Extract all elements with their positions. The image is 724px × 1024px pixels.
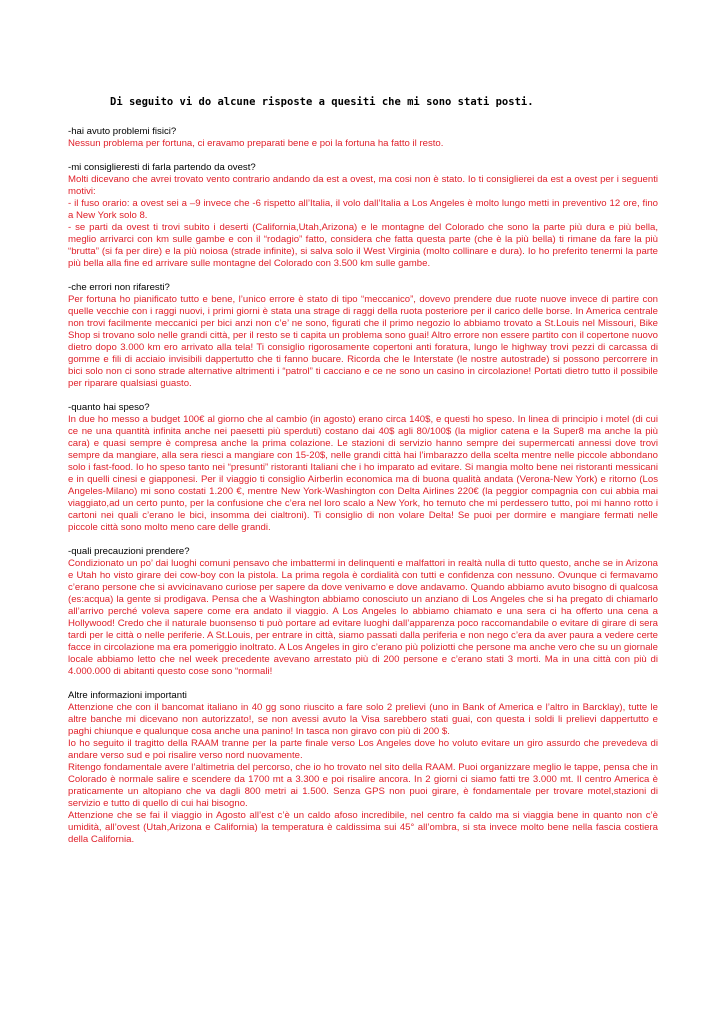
- answer-block: [68, 174, 658, 270]
- answer-paragraph: Condizionato un po’ dai luoghi comuni pensavo che imbattermi in delinquenti e malfattori in realtà nulla di tutto questo, anche se in Arizona e Utah ho visto girare dei cow-boy con la pistola. La prima regola è cordialità con tutti e confidenza con nessuno. Ovunque ci fermavamo c’erano persone che si avvicinavano curiose per sapere da dove venivamo e dove andavamo. Quando abbiamo avuto bisogno di qualcosa (es:acqua) la gente si prodigava. Pensa che a Washington abbiamo conosciuto un anziano di Los Angeles che si ha pregato di chiamarlo all’arrivo perché voleva sapere come era andato il viaggio. A Los Angeles lo abbiamo chiamato e una sera ci ha offerto una cena a Hollywood! Credo che il naturale buonsenso ti può portare ad evitare luoghi dall’apparenza poco raccomandabile o evitare di girare di sera tardi per le città o nelle periferie. A St.Louis, per entrare in città, siamo passati dalla periferia e non nego c’era da aver paura a vedere certe facce in circolazione ma era pomeriggio inoltrato. A Los Angeles in giro c’erano più poliziotti che persone ma anche vero che su un giornale locale abbiamo letto che nel week precedente avevano arrestato più di 200 persone e c’erano stati 3 morti. Ma in una città con più di 4.000.000 di abitanti questo cose sono “normali!: [68, 558, 658, 677]
- answer-paragraph: Molti dicevano che avrei trovato vento contrario andando da est a ovest, ma cosi non è stato. Io ti consiglierei da est a ovest per i seguenti motivi:: [68, 174, 658, 197]
- answer-paragraph: Io ho seguito il tragitto della RAAM tranne per la parte finale verso Los Angeles dove ho voluto evitare un giro assurdo che prevedeva di andare verso sud e poi risalire verso nord nuovamente.: [68, 738, 658, 761]
- answer-paragraph: Attenzione che se fai il viaggio in Agosto all’est c’è un caldo afoso incredibile, nel centro fa caldo ma si viaggia bene in quanto non c’è umidità, all’ovest (Utah,Arizona e California) la temperatura è caldissima sui 45° all’ombra, si sta invece molto bene nella fascia costiera della California.: [68, 810, 658, 845]
- answer-paragraph: - se parti da ovest ti trovi subito i deserti (California,Utah,Arizona) e le montagne del Colorado che sono la parte più dura e più bella, meglio arrivarci con km sulle gambe e con il “rodagio” fatto, considera che fatta questa parte (che è la più bella) ti rimane da fare la più “brutta” (si fa per dire) e la più noiosa (strade infinite), si salva solo il West Virginia (molto collinare e dura). Io ho preferito tenermi la parte più bella alla fine ed arrivare sulle montagne del Colorado con 3.500 km sulle gambe.: [68, 222, 658, 269]
- document-title: Di seguito vi do alcune risposte a quesiti che mi sono stati posti.: [110, 96, 534, 108]
- qa-section: [68, 690, 658, 846]
- question-text: -hai avuto problemi fisici?: [68, 126, 177, 137]
- answer-block: [68, 702, 658, 846]
- qa-section: [68, 126, 658, 150]
- question-text: -quali precauzioni prendere?: [68, 546, 190, 557]
- answer-paragraph: Attenzione che con il bancomat italiano in 40 gg sono riuscito a fare solo 2 prelievi (uno in Bank of America e l’altro in Barcklay), tutte le altre banche mi dicevano non autorizzato!, se non avessi avuto la Visa sarebbero stati guai, con questa i soldi li prelievi dappertutto e paghi chiunque e qualunque cosa anche una panino! In tasca non giravo con più di 200 $.: [68, 702, 658, 737]
- qa-section: [68, 546, 658, 678]
- answer-paragraph: Per fortuna ho pianificato tutto e bene, l’unico errore è stato di tipo “meccanico”, dovevo prendere due ruote nuove invece di partire con quelle vecchie con i raggi nuovi, i primi giorni è stata una strage di raggi della ruota posteriore per il carico delle borse. In America centrale non trovi facilmente meccanici per bici anzi non c’e’ ne sono, figurati che il primo negozio lo abbiamo trovato a St.Louis nel Missouri, Bike Shop si trovano solo nelle grandi città, per il resto se ti capita un problema sono guai! Altro errore non essere partito con il copertone nuovo dietro dopo 3.000 km ero arrivato alla tela! Ti consiglio rigorosamente copertoni anti foratura, lungo le highway trovi pezzi di carcassa di gomme e fili di acciaio invisibili dappertutto che ti fanno bucare. Ricorda che le Interstate (le nostre autostrade) si possono percorrere in bici solo non ci sono strade alternative altrimenti i “patrol” ti cacciano e ce ne sono un casino in circolazione! Portati dietro tutto il possibile per riparare qualsiasi guasto.: [68, 294, 658, 389]
- question-text: -quanto hai speso?: [68, 402, 150, 413]
- answer-paragraph: In due ho messo a budget 100€ al giorno che al cambio (in agosto) erano circa 140$, e questi ho speso. In linea di principio i motel (di cui ce ne una quantità infinita anche nei paesetti più sperduti) costano dai 40$ agli 80/100$ (la miglior catena e la Super8 ma anche la più cara) e quasi sempre è compresa anche la prima colazione. Le stazioni di servizio hanno sempre dei supermercati annessi dove trovi sempre da mangiare, alla sera riesci a mangiare con 15-20$, nelle grandi città hai l’imbarazzo della scelta mentre nelle piccole abbondano solo i fast-food. Io ho speso tanto nei “presunti” ristoranti Italiani che i ho imparato ad evitare. Si mangia molto bene nei ristoranti messicani e in quelli cinesi e giapponesi. Per il viaggio ti consiglio Airberlin economica ma di buona qualità andata (Verona-New York) e ritorno (Los Angeles-Milano) mi sono costati 1.200 €, mentre New York-Washington con Delta Airlines 220€ (la peggior compagnia con cui abbia mai viaggiato,ad un certo punto, per la confusione che c’era nel loro scalo a New York, ho temuto che mi perdessero tutto, poi mi hanno rotto i cartoni nei quali c’erano le bici, insomma dei cialtroni). Ti consiglio di non volare Delta! Se puoi per dormire e mangiare fermati nelle piccole città sono molto meno care delle grandi.: [68, 414, 658, 533]
- answer-paragraph: - il fuso orario: a ovest sei a –9 invece che -6 rispetto all’Italia, il volo dall’Italia a Los Angeles è molto lungo metti in preventivo 12 ore, fino a New York solo 8.: [68, 198, 658, 221]
- document-page: [68, 96, 658, 858]
- qa-section: [68, 402, 658, 534]
- qa-section: [68, 162, 658, 270]
- question-text: Altre informazioni importanti: [68, 690, 187, 701]
- qa-section: [68, 282, 658, 390]
- question-text: -che errori non rifaresti?: [68, 282, 170, 293]
- question-text: -mi consiglieresti di farla partendo da ovest?: [68, 162, 256, 173]
- answer-paragraph: Nessun problema per fortuna, ci eravamo preparati bene e poi la fortuna ha fatto il resto.: [68, 138, 444, 149]
- answer-block: [68, 414, 658, 534]
- qa-sections: [68, 126, 658, 846]
- answer-block: [68, 558, 658, 678]
- answer-paragraph: Ritengo fondamentale avere l’altimetria del percorso, che io ho trovato nel sito della RAAM. Puoi organizzare meglio le tappe, pensa che in Colorado è normale salire e scendere da 1700 mt a 3.300 e poi risalire ancora. In 2 giorni ci siamo fatti tre 3.000 mt. Il centro America è praticamente un altopiano che va dagli 800 metri ai 1.500. Senza GPS non puoi girare, è fondamentale per trovare motel,stazioni di servizio e tutto di quello di cui hai bisogno.: [68, 762, 658, 809]
- answer-block: [68, 138, 658, 150]
- answer-block: [68, 294, 658, 390]
